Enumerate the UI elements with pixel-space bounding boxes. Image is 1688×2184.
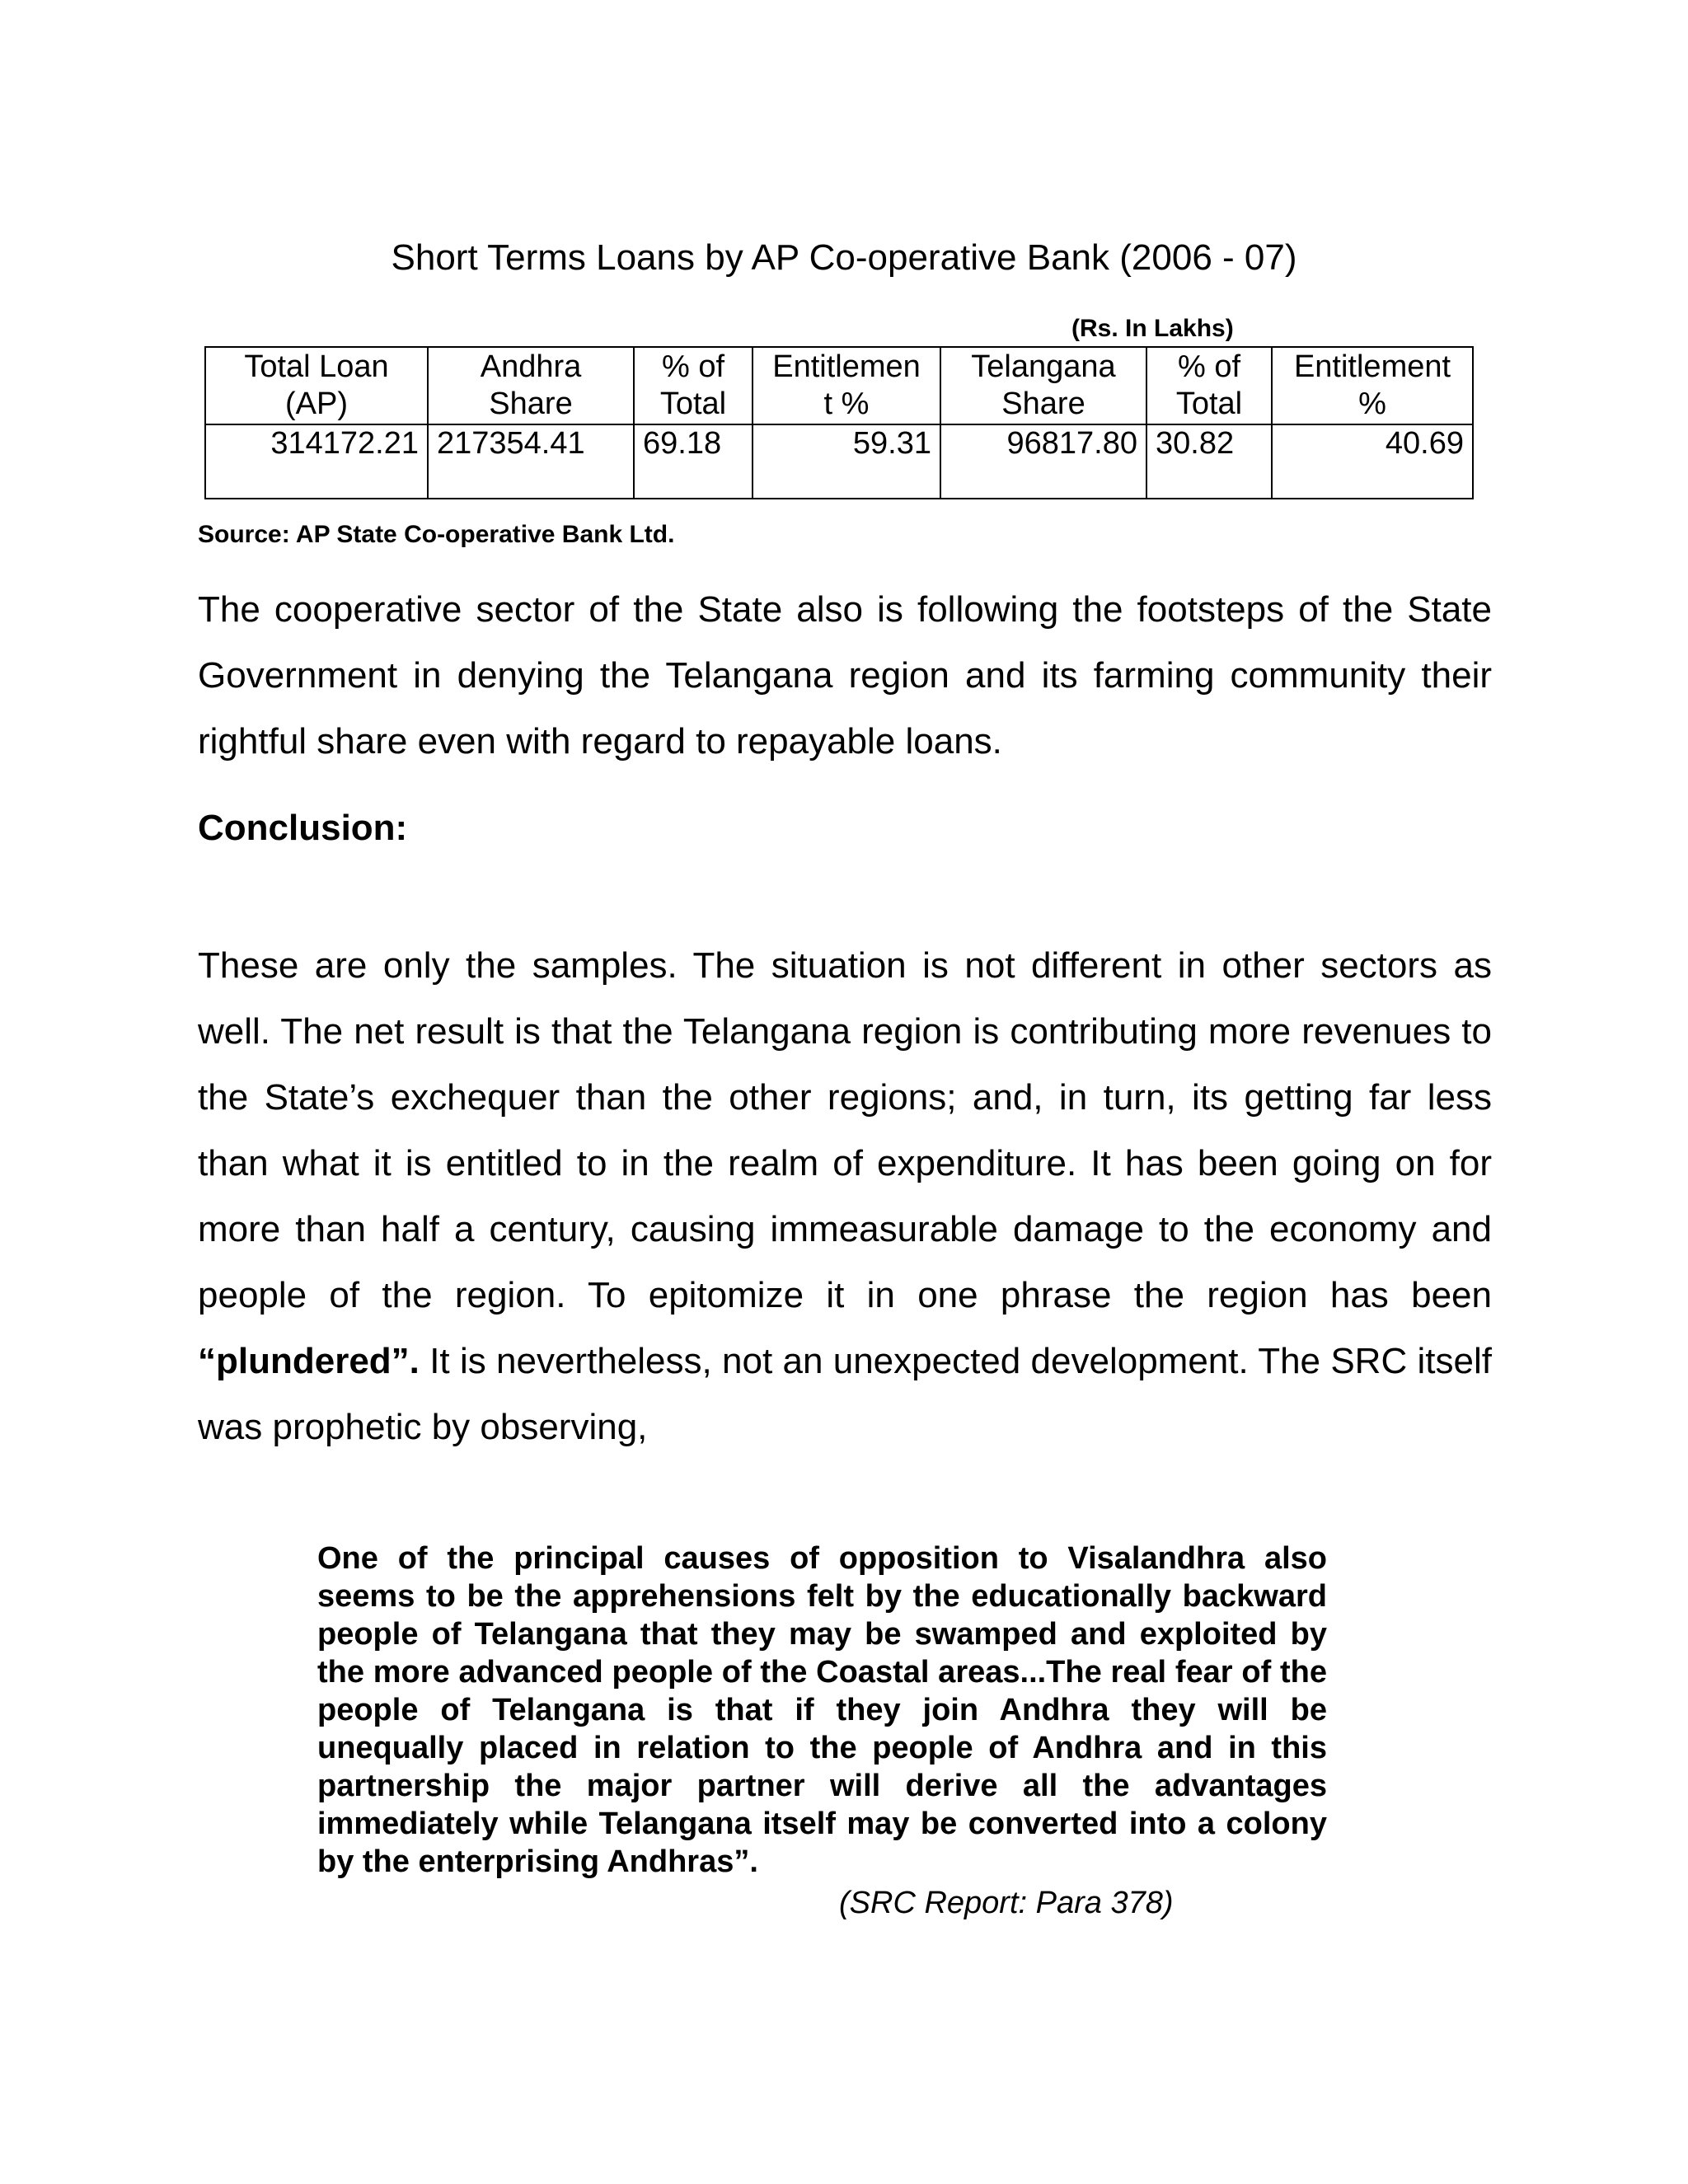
table-title: Short Terms Loans by AP Co-operative Bank (2006 - 07) <box>391 237 1297 278</box>
header-andhra-percent: % of Total <box>634 347 753 424</box>
header-telangana-percent: % of Total <box>1146 347 1272 424</box>
cell-telangana-percent: 30.82 <box>1146 424 1272 499</box>
header-total-loan: Total Loan (AP) <box>205 347 428 424</box>
paragraph-cooperative-sector: The cooperative sector of the State also is following the footsteps of the State Government in denying the Telangana region and its farming community their rightful share even with regard to repayable loans. <box>198 589 1492 762</box>
table-source: Source: AP State Co-operative Bank Ltd. <box>198 521 675 548</box>
header-andhra-entitlement: Entitlemen t % <box>753 347 940 424</box>
header-andhra-share: Andhra Share <box>428 347 634 424</box>
paragraph-conclusion-text-end: It is nevertheless, not an unexpected development. The SRC itself was prophetic by observing, <box>198 1341 1492 1447</box>
cell-total-loan: 314172.21 <box>205 424 428 499</box>
paragraph-conclusion-text: These are only the samples. The situation is not different in other sectors as well. The net result is that the Telangana region is contributing more revenues to the State’s exchequer than the other regions; and, in turn, its getting far less than what it is entitled to in the realm of expenditure. It has been going on for more than half a century, causing immeasurable damage to the economy and people of the region. To epitomize it in one phrase the region has been <box>198 945 1492 1315</box>
cell-andhra-share: 217354.41 <box>428 424 634 499</box>
table-header-row <box>205 347 1473 424</box>
quote-citation: (SRC Report: Para 378) <box>839 1886 1174 1920</box>
emphasis-plundered: “plundered”. <box>198 1341 420 1381</box>
loan-table <box>204 346 1474 499</box>
section-heading: Conclusion: <box>198 808 408 848</box>
header-telangana-entitlement: Entitlement % <box>1272 347 1473 424</box>
header-telangana-share: Telangana Share <box>940 347 1146 424</box>
paragraph-conclusion <box>198 933 1492 1460</box>
cell-andhra-entitlement: 59.31 <box>753 424 940 499</box>
units-note: (Rs. In Lakhs) <box>1071 315 1234 342</box>
cell-telangana-entitlement: 40.69 <box>1272 424 1473 499</box>
table-row <box>205 424 1473 499</box>
cell-telangana-share: 96817.80 <box>940 424 1146 499</box>
block-quote: One of the principal causes of opposition to Visalandhra also seems to be the apprehensions felt by the educationally backward people of Telangana that they may be swamped and exploited by the more advanced people of the Coastal areas...The real fear of the people of Telangana is that if they join Andhra they will be unequally placed in relation to the people of Andhra and in this partnership the major partner will derive all the advantages immediately while Telangana itself may be converted into a colony by the enterprising Andhras”. <box>317 1541 1327 1879</box>
cell-andhra-percent: 69.18 <box>634 424 753 499</box>
